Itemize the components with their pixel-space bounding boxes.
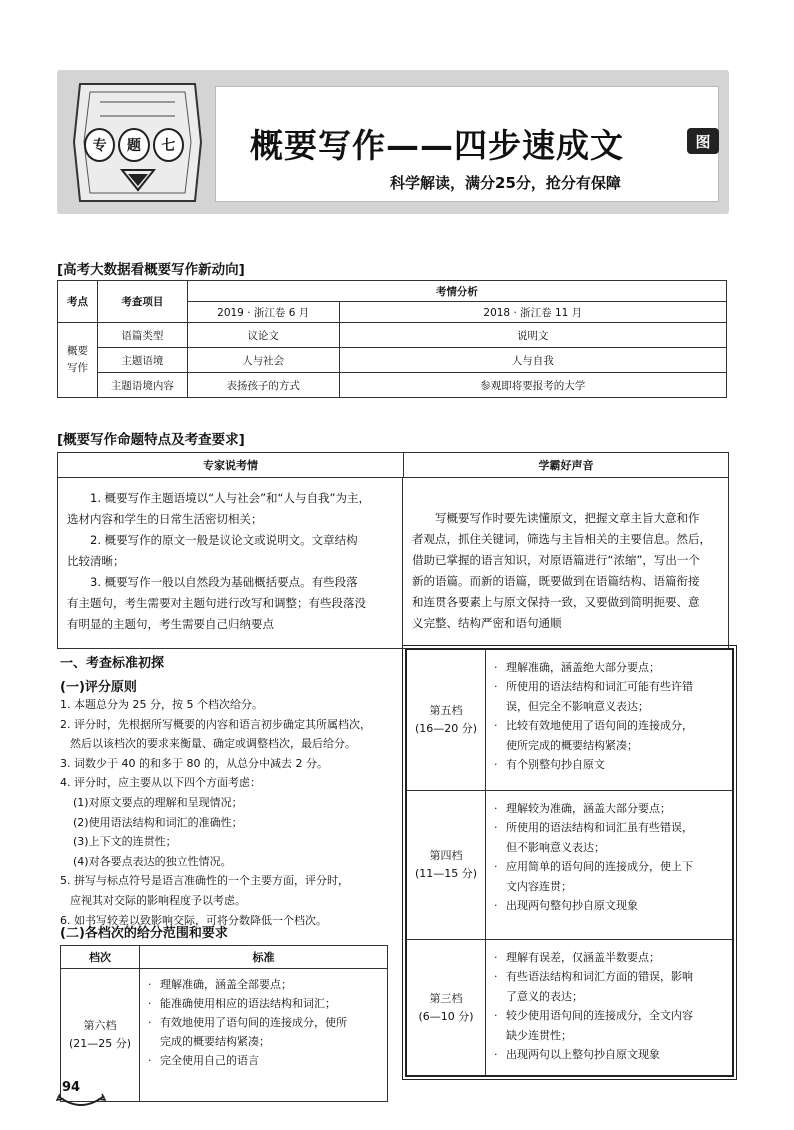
note-line: 3. 概要写作一般以自然段为基础概括要点。有些段落	[90, 575, 358, 589]
criteria-text: 比较有效地使用了语句间的连接成分，	[506, 719, 693, 733]
criteria-text: 所使用的语法结构和词汇虽有些错误，	[506, 821, 693, 835]
features-table	[57, 452, 729, 649]
criteria-line	[494, 1026, 726, 1045]
section-heading-features: [概要写作命题特点及考查要求]	[57, 432, 245, 448]
grade-row	[407, 940, 732, 1075]
grade-name: 第三档	[429, 991, 463, 1005]
table-cell: 语篇类型	[97, 323, 187, 348]
bullet-icon	[494, 1026, 506, 1045]
criteria-text: 完成的概要结构紧凑；	[160, 1035, 270, 1048]
rule-line: (2)使用语法结构和词汇的准确性；	[73, 815, 243, 829]
criteria-line	[494, 799, 726, 818]
student-header: 学霸好声音	[538, 459, 594, 472]
bullet-icon: ·	[148, 978, 152, 991]
subheading-grades: (二)各档次的给分范围和要求	[60, 926, 228, 941]
header-item: 考查项目	[97, 281, 187, 323]
header-kaodian: 考点	[58, 281, 98, 323]
page-number: 94	[62, 1080, 81, 1095]
criteria-text: 了意义的表达；	[506, 989, 583, 1003]
grade-name: 第四档	[429, 849, 463, 862]
expert-notes	[58, 478, 403, 648]
topic-badge	[84, 128, 184, 158]
rule-line: 2. 评分时，先根据所写概要的内容和语言初步确定其所属档次，	[60, 717, 371, 731]
grade-range: (6—10 分)	[418, 1009, 474, 1023]
criteria-line	[494, 857, 726, 876]
criteria-line	[148, 975, 381, 994]
page-subtitle: 科学解读，满分25分，抢分有保障	[390, 174, 621, 192]
criteria-text: 较少使用语句间的连接成分，全文内容	[506, 1009, 693, 1023]
rule-line: 1. 本题总分为 25 分，按 5 个档次给分。	[60, 698, 263, 711]
note-line: 者观点，抓住关键词，筛选与主旨相关的主要信息。然后，	[412, 532, 711, 546]
criteria-line	[494, 716, 726, 735]
note-line: 义完整、结构严密和语句通顺	[412, 616, 562, 630]
grade-label	[407, 650, 486, 790]
criteria-line	[494, 877, 726, 896]
bullet-icon	[494, 736, 506, 755]
group-label-line: 写作	[66, 362, 88, 374]
grade-criteria	[486, 791, 732, 939]
criteria-line	[494, 838, 726, 857]
table-cell: 表扬孩子的方式	[187, 373, 339, 398]
subheading-scoring: (一)评分原则	[60, 680, 137, 695]
bullet-icon: ·	[494, 860, 498, 874]
criteria-text: 应用简单的语句间的连接成分，使上下	[506, 860, 693, 874]
grade-name: 第六档	[83, 1019, 117, 1032]
table-cell: 说明文	[339, 323, 726, 348]
table-cell: 参观即将要报考的大学	[339, 373, 726, 398]
bullet-icon: ·	[148, 997, 152, 1010]
criteria-line	[494, 987, 726, 1006]
bullet-icon: ·	[494, 680, 498, 694]
criteria-text: 理解有误差，仅涵盖半数要点；	[506, 951, 660, 964]
grade-range: (21—25 分)	[68, 1037, 132, 1050]
rule-line: (1)对原文要点的理解和呈现情况；	[73, 795, 243, 809]
bullet-icon: ·	[494, 899, 498, 913]
table-cell: 人与社会	[187, 348, 339, 373]
criteria-text: 理解较为准确，涵盖大部分要点；	[506, 802, 671, 815]
note-line: 新的语篇。而新的语篇，既要做到在语篇结构、语篇衔接	[412, 574, 700, 588]
criteria-line	[494, 967, 726, 986]
bullet-icon	[494, 697, 506, 716]
rule-line: 6. 如书写较差以致影响交际，可将分数降低一个档次。	[60, 913, 327, 927]
part-title: 一、考查标准初探	[60, 656, 165, 671]
group-label	[58, 323, 98, 398]
bullet-icon: ·	[494, 1009, 498, 1023]
criteria-text: 缺少连贯性；	[506, 1028, 572, 1042]
criteria-text: 出现两句以上整句抄自原文现象	[506, 1048, 660, 1062]
grade-label	[407, 940, 486, 1075]
criteria-text: 出现两句整句抄自原文现象	[506, 899, 638, 913]
bullet-icon	[494, 838, 506, 857]
criteria-line	[148, 1013, 381, 1032]
criteria-text: 使所完成的概要结构紧凑；	[506, 738, 638, 752]
criteria-text: 有效地使用了语句间的连接成分，使所	[160, 1016, 347, 1029]
bullet-icon: ·	[494, 719, 498, 733]
bullet-icon: ·	[148, 1016, 152, 1029]
bullet-icon: ·	[494, 970, 498, 984]
criteria-line	[494, 736, 726, 755]
grade-criteria	[486, 650, 732, 790]
criteria-line	[494, 697, 726, 716]
grade6-criteria	[140, 969, 387, 1101]
criteria-text: 有些语法结构和词汇方面的错误，影响	[506, 970, 693, 984]
group-label-line: 概要	[66, 345, 88, 357]
note-line: 比较清晰；	[67, 554, 125, 568]
rule-line: 3. 词数少于 40 的和多于 80 的，从总分中减去 2 分。	[60, 756, 328, 770]
criteria-line	[494, 677, 726, 696]
criteria-line	[494, 658, 726, 677]
grade-row	[407, 650, 732, 791]
grade-label	[407, 791, 486, 939]
bullet-icon: ·	[494, 821, 498, 835]
criteria-text: 但不影响意义表达；	[506, 840, 605, 854]
bullet-icon: ·	[494, 661, 498, 674]
rule-line: 4. 评分时，应主要从以下四个方面考虑：	[60, 776, 261, 790]
student-notes	[403, 478, 728, 648]
criteria-line	[494, 1006, 726, 1025]
table-cell: 主题语境	[97, 348, 187, 373]
table-cell: 人与自我	[339, 348, 726, 373]
bullet-icon: ·	[148, 1054, 152, 1067]
criteria-line	[494, 1045, 726, 1064]
grade-name: 第五档	[429, 704, 463, 717]
note-line: 2. 概要写作的原文一般是议论文或说明文。文章结构	[90, 533, 358, 547]
badge-char: 题	[118, 128, 149, 162]
grade-row	[407, 791, 732, 940]
note-line: 选材内容和学生的日常生活密切相关；	[67, 512, 263, 526]
criteria-line	[494, 818, 726, 837]
criteria-text: 文内容连贯；	[506, 879, 572, 893]
scoring-rules	[60, 695, 405, 930]
criteria-text: 有个别整句抄自原文	[506, 758, 605, 772]
rule-line: 然后以该档次的要求来衡量、确定或调整档次，最后给分。	[70, 737, 356, 751]
note-line: 1. 概要写作主题语境以“人与社会”和“人与自我”为主，	[90, 491, 370, 505]
bullet-icon: ·	[494, 758, 498, 772]
criteria-text: 所使用的语法结构和词汇可能有些许错	[506, 680, 693, 694]
criteria-line	[494, 755, 726, 774]
grade-range: (16—20 分)	[414, 722, 478, 735]
table-cell: 议论文	[187, 323, 339, 348]
criteria-line	[494, 896, 726, 915]
badge-char: 七	[153, 128, 184, 162]
criteria-text: 理解准确，涵盖全部要点；	[160, 978, 292, 991]
grade-table-right	[405, 648, 734, 1077]
header-2019: 2019 · 浙江卷 6 月	[187, 302, 339, 323]
grade-criteria	[486, 940, 732, 1075]
rule-line: (3)上下文的连贯性；	[73, 835, 177, 849]
note-line: 写概要写作时要先读懂原文，把握文章主旨大意和作	[435, 511, 700, 525]
grade-table-left	[60, 945, 388, 1102]
standard-column-header: 标准	[252, 951, 275, 964]
criteria-line	[148, 1051, 381, 1070]
grade-range: (11—15 分)	[414, 867, 478, 880]
criteria-line	[148, 1032, 381, 1051]
header-analysis: 考情分析	[187, 281, 726, 302]
note-line: 借助已掌握的语言知识，对原语篇进行“浓缩”，写出一个	[412, 553, 700, 567]
rule-line: 应视其对交际的影响程度予以考虑。	[70, 893, 246, 907]
rule-line: 5. 拼写与标点符号是语言准确性的一个主要方面，评分时，	[60, 874, 349, 888]
badge-char: 专	[84, 128, 115, 162]
bullet-icon: ·	[494, 951, 498, 964]
bullet-icon: ·	[494, 1048, 498, 1062]
bullet-icon	[494, 987, 506, 1006]
bullet-icon	[148, 1032, 160, 1051]
book-icon: 图	[687, 128, 719, 154]
criteria-text: 理解准确，涵盖绝大部分要点；	[506, 661, 660, 674]
criteria-line	[148, 994, 381, 1013]
header-2018: 2018 · 浙江卷 11 月	[339, 302, 726, 323]
page-title: 概要写作——四步速成文	[250, 126, 624, 165]
exam-analysis-table	[57, 280, 727, 398]
criteria-text: 误，但完全不影响意义表达；	[506, 699, 649, 713]
criteria-line	[494, 948, 726, 967]
section-heading-data: [高考大数据看概要写作新动向]	[57, 262, 245, 278]
bullet-icon	[494, 877, 506, 896]
criteria-text: 能准确使用相应的语法结构和词汇；	[160, 997, 336, 1010]
bullet-icon: ·	[494, 802, 498, 815]
grade-column-header: 档次	[61, 946, 140, 968]
criteria-text: 完全使用自己的语言	[160, 1054, 259, 1067]
note-line: 有明显的主题句，考生需要自己归纳要点	[67, 617, 274, 631]
note-line: 有主题句，考生需要对主题句进行改写和调整；有些段落没	[67, 596, 366, 610]
table-cell: 主题语境内容	[97, 373, 187, 398]
rule-line: (4)对各要点表达的独立性情况。	[73, 854, 232, 868]
note-line: 和连贯各要素上与原文保持一致，又要做到简明扼要、意	[412, 595, 700, 609]
expert-header: 专家说考情	[58, 453, 404, 477]
